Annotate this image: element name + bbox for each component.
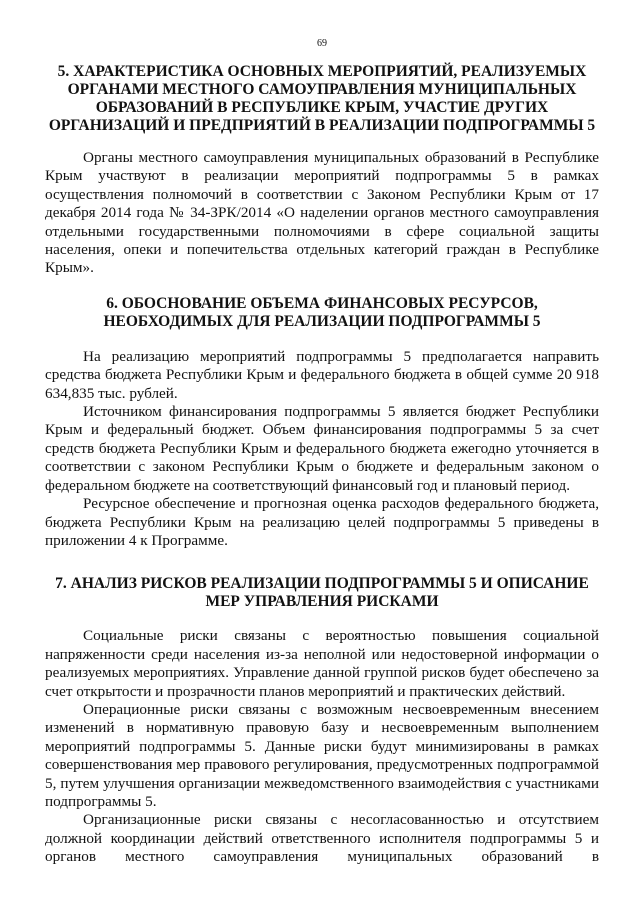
section-5-title-line: ОРГАНАМИ МЕСТНОГО САМОУПРАВЛЕНИЯ МУНИЦИПАЛЬНЫХ xyxy=(67,81,577,98)
section-7-title-line: МЕР УПРАВЛЕНИЯ РИСКАМИ xyxy=(205,593,439,611)
section-7-paragraph: Социальные риски связаны с вероятностью повышения социальной напряженности среди населения из-за неполной или недостоверной информации о реализуемых мероприятиях. Управление данной группой рисков будет обеспечено за счет открытости и прозрачности планов мероприятий и практических действий. xyxy=(45,627,599,700)
section-7-title xyxy=(45,575,599,611)
section-6-paragraph: Ресурсное обеспечение и прогнозная оценка расходов федерального бюджета, бюджета Республики Крым на реализацию целей подпрограммы 5 приведены в приложении 4 к Программе. xyxy=(45,495,599,549)
section-6-title-line: 6. ОБОСНОВАНИЕ ОБЪЕМА ФИНАНСОВЫХ РЕСУРСОВ, xyxy=(106,294,538,312)
section-5-paragraph: Органы местного самоуправления муниципальных образований в Республике Крым участвуют в реализации мероприятий подпрограммы 5 в рамках осуществления полномочий в соответствии с Законом Республики Крым от 17 декабря 2014 года № 34-ЗРК/2014 «О наделении органов местного самоуправления отдельными государственными полномочиями в сфере социальной защиты населения, опеки и попечительства отдельных категорий граждан в Республике Крым». xyxy=(45,149,599,277)
section-7-paragraph: Организационные риски связаны с несогласованностью и отсутствием должной координации действий ответственного исполнителя подпрограммы 5 и органов местного самоуправления муниципальных образований в xyxy=(45,811,599,866)
section-5-title-line: 5. ХАРАКТЕРИСТИКА ОСНОВНЫХ МЕРОПРИЯТИЙ, РЕАЛИЗУЕМЫХ xyxy=(57,63,587,80)
section-6-paragraph: На реализацию мероприятий подпрограммы 5 предполагается направить средства бюджета Республики Крым и федерального бюджета в общей сумме 20 918 634,835 тыс. рублей. xyxy=(45,347,599,402)
section-5-title-line: ОРГАНИЗАЦИЙ И ПРЕДПРИЯТИЙ В РЕАЛИЗАЦИИ ПОДПРОГРАММЫ 5 xyxy=(48,117,596,134)
section-6-paragraph: Источником финансирования подпрограммы 5 является бюджет Республики Крым и федеральный бюджет. Объем финансирования подпрограммы 5 за счет средств бюджета Республики Крым и федерального бюджета ежегодно уточняется в соответствии с законом Республики Крым о бюджете и федеральным законом о федеральном бюджете на соответствующий финансовый год и плановый период. xyxy=(45,403,599,494)
section-7-paragraph: Операционные риски связаны с возможным несвоевременным внесением изменений в нормативную правовую базу и несвоевременным выполнением мероприятий подпрограммы 5. Данные риски будут минимизированы в рамках совершенствования мер правового регулирования, предусмотренных подпрограммой 5, путем улучшения организации межведомственного взаимодействия с участниками подпрограммы 5. xyxy=(45,700,599,810)
section-7-title-line: 7. АНАЛИЗ РИСКОВ РЕАЛИЗАЦИИ ПОДПРОГРАММЫ 5 И ОПИСАНИЕ xyxy=(55,575,589,593)
page-number: 69 xyxy=(317,38,327,49)
section-6-title xyxy=(45,295,599,331)
section-6-title-line: НЕОБХОДИМЫХ ДЛЯ РЕАЛИЗАЦИИ ПОДПРОГРАММЫ 5 xyxy=(103,312,541,330)
section-5-title xyxy=(45,63,599,135)
section-5-title-line: ОБРАЗОВАНИЙ В РЕСПУБЛИКЕ КРЫМ, УЧАСТИЕ ДРУГИХ xyxy=(95,99,549,116)
